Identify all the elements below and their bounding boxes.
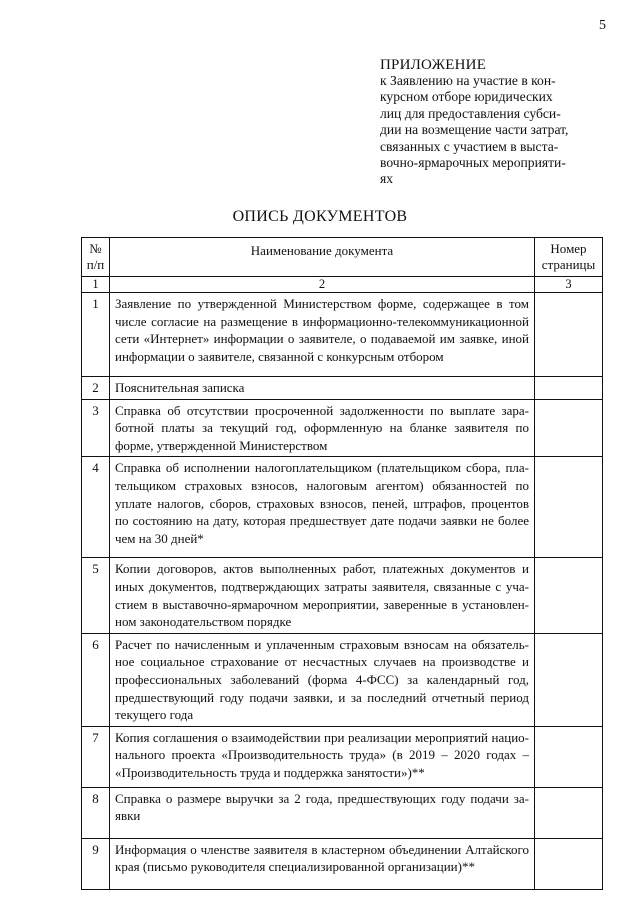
document-name-line: ном законодательством порядке <box>115 614 292 630</box>
page-number-cell <box>535 787 603 838</box>
appendix-line: лиц для предоставления субси- <box>380 105 561 121</box>
page-number: 5 <box>599 18 606 33</box>
document-name <box>110 787 535 838</box>
table-row <box>82 787 603 838</box>
document-name-line: Справка об отсутствии просроченной задолженности по выплате зара- <box>115 402 529 418</box>
document-name-line: сети «Интернет» информации о заявителе, о подаваемой им заявке, иной <box>115 331 529 347</box>
document-name <box>110 377 535 400</box>
header-page-number <box>535 238 603 277</box>
document-name <box>110 558 535 633</box>
row-number: 1 <box>82 293 110 377</box>
document-name-line: Информация о членстве заявителя в кластерном объединении Алтайского <box>115 841 529 857</box>
document-name-line: тельщиком страховых взносов, налоговым агентом) обязанностей по <box>115 477 529 493</box>
document-name-line: Расчет по начисленным и уплаченным страховым взносам на обязатель- <box>115 636 529 652</box>
document-name-line: Копия соглашения о взаимодействии при реализации мероприятий нацио- <box>115 729 529 745</box>
document-name-line: явки <box>115 808 141 824</box>
document-name-line: иных документов, подтверждающих затраты заявителя, связанные с уча- <box>115 578 529 594</box>
document-name <box>110 457 535 558</box>
table-row <box>82 838 603 889</box>
document-name-line: профессиональных заболеваний (форма 4-ФСС) за календарный год, <box>115 671 529 687</box>
page-number-cell <box>535 457 603 558</box>
table-row <box>82 558 603 633</box>
document-name-line: ное социальное страхование от несчастных случаев на производстве и <box>115 654 529 670</box>
header-page-line: Номер <box>550 241 587 256</box>
column-index: 2 <box>110 277 535 293</box>
page-number-cell <box>535 558 603 633</box>
page-number-cell <box>535 293 603 377</box>
document-name-line: Справка об исполнении налогоплательщиком (плательщиком сбора, пла- <box>115 460 529 476</box>
document-name-line: предшествующий году подачи заявки, и за последний отчетный период <box>115 689 529 705</box>
documents-table <box>81 237 603 890</box>
appendix-line: к Заявлению на участие в кон- <box>380 73 556 88</box>
document-name <box>110 838 535 889</box>
table-row <box>82 377 603 400</box>
header-number-line: п/п <box>86 257 105 272</box>
appendix-line: дии на возмещение части затрат, <box>380 122 569 138</box>
document-name <box>110 293 535 377</box>
appendix-line: связанных с участием в выста- <box>380 138 559 154</box>
table-header-row <box>82 238 603 277</box>
row-number: 8 <box>82 787 110 838</box>
document-name-line: Заявление по утвержденной Министерством форме, содержащее в том <box>115 296 529 311</box>
header-document-name <box>110 238 535 277</box>
appendix-line: вочно-ярмарочных мероприяти- <box>380 155 566 171</box>
document-name-line: стием в выставочно-ярмарочном мероприятии, заверенные в установлен- <box>115 596 529 612</box>
document-name-line: по состоянию на дату, которая предшествует дате подачи заявки не более <box>115 513 529 529</box>
row-number: 6 <box>82 633 110 726</box>
header-page-line: страницы <box>541 257 596 272</box>
header-document-name-text: Наименование документа <box>250 243 394 258</box>
document-name-line: числе согласие на размещение в информационно-телекоммуникационной <box>115 313 529 329</box>
appendix-line: ях <box>380 171 394 187</box>
document-name-line: уплате налогов, сборов, страховых взносов, пеней, штрафов, процентов <box>115 495 529 511</box>
document-name-line: нального проекта «Производительность труда» (в 2019 – 2020 годах – <box>115 747 529 763</box>
document-name <box>110 633 535 726</box>
row-number: 3 <box>82 399 110 457</box>
header-number <box>82 238 110 277</box>
document-name-line: края (письмо руководителя специализированной организации)** <box>115 859 475 875</box>
appendix-block <box>380 57 610 188</box>
header-number-line: № <box>89 241 102 256</box>
table-row <box>82 399 603 457</box>
document-title: ОПИСЬ ДОКУМЕНТОВ <box>232 208 408 225</box>
page-number-cell <box>535 399 603 457</box>
document-name-line: информации о заявителе, связанной с конкурсным отбором <box>115 348 444 364</box>
document-name-line: Копии договоров, актов выполненных работ, платежных документов и <box>115 561 529 577</box>
document-name-line: форме, утвержденной Министерством <box>115 437 328 453</box>
row-number: 5 <box>82 558 110 633</box>
row-number: 7 <box>82 726 110 787</box>
document-name <box>110 399 535 457</box>
table-row <box>82 457 603 558</box>
table-row <box>82 293 603 377</box>
document-name-line: ботной платы за текущий год, оформленную на бланке заявителя по <box>115 420 529 436</box>
column-index: 3 <box>535 277 603 293</box>
document-name-line: Справка о размере выручки за 2 года, предшествующих году подачи за- <box>115 790 529 806</box>
table-row <box>82 633 603 726</box>
page-number-cell <box>535 838 603 889</box>
column-index: 1 <box>82 277 110 293</box>
document-name-line: Пояснительная записка <box>115 380 245 395</box>
appendix-line: курсном отборе юридических <box>380 89 553 105</box>
row-number: 9 <box>82 838 110 889</box>
table-row <box>82 726 603 787</box>
document-name <box>110 726 535 787</box>
document-name-line: «Производительность труда и поддержка занятости»)** <box>115 764 425 780</box>
appendix-title: ПРИЛОЖЕНИЕ <box>380 57 487 73</box>
document-name-line: текущего года <box>115 707 194 723</box>
document-name-line: чем на 30 дней* <box>115 530 204 546</box>
page-number-cell <box>535 633 603 726</box>
row-number: 2 <box>82 377 110 400</box>
page-number-cell <box>535 726 603 787</box>
page-number-cell <box>535 377 603 400</box>
column-index-row <box>82 277 603 293</box>
row-number: 4 <box>82 457 110 558</box>
